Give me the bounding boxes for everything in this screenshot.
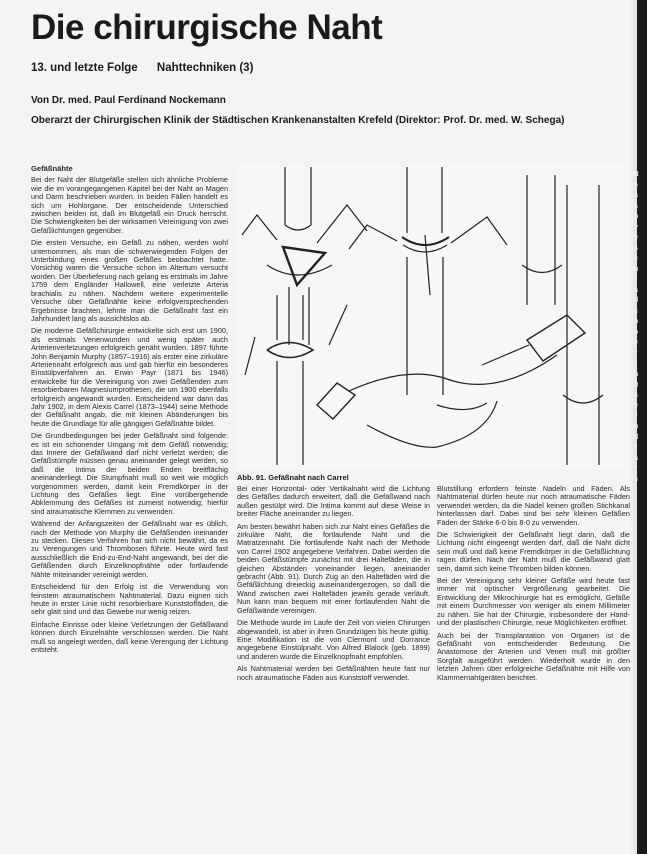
margin-letter: e bbox=[634, 181, 638, 189]
affiliation-line: Oberarzt der Chirurgischen Klinik der Städtischen Krankenanstalten Krefeld (Direktor: Prof. Dr. med. W. Schega) bbox=[31, 115, 565, 126]
section-heading: Gefäßnähte bbox=[31, 165, 73, 173]
margin-letter: h bbox=[633, 318, 639, 325]
paragraph: Die Schwierigkeit der Gefäßnaht liegt darin, daß die Lichtung nicht eingeengt werden darf, daß die Naht dicht sein muß und daß keine Fremdkörper in die Gefäßlichtung ragen dürfen. Nach der Naht muß die Gefäßwand glatt sein, damit sich keine Thromben bilden können. bbox=[437, 530, 630, 573]
margin-letter: e bbox=[634, 234, 638, 241]
margin-letter: d bbox=[633, 297, 639, 304]
margin-letter: s bbox=[634, 475, 638, 483]
illustration-drawing bbox=[237, 165, 630, 470]
margin-letter: c bbox=[634, 255, 638, 262]
margin-letter: u bbox=[633, 265, 639, 273]
paragraph: Bei der Vereinigung sehr kleiner Gefäße wird heute fast immer mit optischer Vergrößerung gearbeitet. Die Entwicklung der Mikrochirurgie hat es ermöglicht, Gefäße mit einem Durchmesser von weniger als einem Millimeter zu nähen. Sie hat der Chirurgie, insbesondere der Hand- und der plastischen Chirurgie, neue Möglichkeiten eröffnet. bbox=[437, 576, 630, 628]
paragraph: Die Methode wurde im Laufe der Zeit von vielen Chirurgen abgewandelt, ist aber in ihren Grundzügen bis heute gültig. Eine Modifikation ist die von Clermont und Dorrance angegebene Einstülpnaht. Von Alfred Blalock (geb. 1899) und anderen wurde die Einzelknopfnaht empfohlen. bbox=[237, 618, 430, 661]
margin-letter: r bbox=[634, 465, 638, 472]
series-topic: Nahttechniken (3) bbox=[156, 62, 254, 74]
paragraph: Die moderne Gefäßchirurgie entwickelte sich erst um 1900, als erstmals Venenwunden und wenig später auch Arterienverletzungen erfolgreich genäht wurden. 1897 führte John Benjamin Murphy (1857–1916) als erster eine zirkuläre Arteriennaht erfolgreich aus und gab hierfür ein besonderes Einstülpverfahren an. Erwin Payr (1871 bis 1946) entwickelte für die Vereinigung von zwei Gefäßenden zum resorbierbaren Magnesiumprothesen, die um 1900 ebenfalls erfolgreich angewandt wurden. Entscheidend war dann das Jahr 1902, in dem Alexis Carrel (1873–1944) seine Methode der Gefäßnaht angab, die mit kleinen Abänderungen bis heute die Grundlage für alle gängigen Gefäßnähte bildet. bbox=[31, 326, 228, 428]
margin-letter: v bbox=[634, 223, 638, 231]
margin-letter: s bbox=[634, 391, 638, 399]
margin-letter: s bbox=[634, 202, 638, 210]
paragraph: Auch bei der Transplantation von Organen ist die Gefäßnaht von entscheidender Bedeutung. Die Anastomose der Arterien und Venen muß mit größter Sorgfalt ausgeführt werden. Wiederholt wurde in den letzten Jahren über erfolgreiche Gefäßnähte mit Hilfe von Klammernahtgeräten berichtet. bbox=[437, 630, 630, 682]
series-line bbox=[31, 62, 253, 74]
left-text-column bbox=[31, 165, 228, 848]
margin-letter: n bbox=[633, 370, 639, 378]
margin-letter: s bbox=[634, 244, 638, 252]
margin-letter: o bbox=[633, 328, 639, 336]
margin-letter-strip bbox=[630, 170, 642, 485]
paragraph: Am besten bewährt haben sich zur Naht eines Gefäßes die zirkuläre Naht, die fortlaufende Naht und die Matratzennaht. Die fortlaufende Naht nach der Methode von Carrel 1902 angegebene Verfahren. Dabei werden die beiden Gefäßstümpfe zunächst mit drei Haltefäden, die in gleichen Abständen voneinander liegen, aneinander gebracht (Abb. 91). Durch Zug an den Haltefäden wird die Gefäßlichtung dreieckig auseinandergezogen, so daß die Wand zwischen zwei Haltefäden jeweils gerade verläuft. Nun kann man bequem mit einer fortlaufenden Naht die Gefäßwände vereinigen. bbox=[237, 521, 430, 615]
paragraph: Während der Anfangszeiten der Gefäßnaht war es üblich, nach der Methode von Murphy die Gefäßenden ineinander zu stecken. Dieses Verfahren hat sich nicht bewährt, da es zu Verengungen und Thrombosen führte. Heute wird fast ausschließlich die End-zu-End-Naht angewandt, bei der die Gefäßenden durch Einzelknopfnähte oder fortlaufende Nähte miteinander vereinigt werden. bbox=[31, 519, 228, 579]
middle-text-column bbox=[237, 485, 430, 848]
margin-letter: a bbox=[634, 454, 638, 462]
margin-letter: n bbox=[633, 423, 639, 430]
margin-letter: g bbox=[633, 381, 639, 388]
right-text-column bbox=[437, 485, 630, 848]
margin-letter: i bbox=[635, 360, 637, 367]
margin-letter: r bbox=[634, 349, 638, 357]
paragraph: Bei der Naht der Blutgefäße stellen sich ähnliche Probleme wie die im vorangegangenen Kapitel bei der Naht an Magen und Darm beschrieben wurden. In beiden Fällen handelt es sich um Hohlorgane. Der entscheidende Unterschied zwischen beiden ist, daß im Blutgefäß ein Druck herrscht. Die Schwierigkeiten bei der wirksamen Vereinigung von zwei Gefäßlichtungen gegenüber. bbox=[31, 175, 228, 235]
article-title: Die chirurgische Naht bbox=[31, 8, 383, 47]
margin-letter: e bbox=[634, 339, 638, 346]
paragraph: Blutstillung erfordern feinste Nadeln und Fäden. Als Nahtmaterial dürfen heute nur noch atraumatische Fäden verwendet werden, da die Nadel keinen großen Stichkanal hinterlassen darf. Dabei sind bei sehr kleinen Gefäßen Fäden der Stärke 6-0 bis 8-0 zu verwenden. bbox=[437, 485, 630, 527]
margin-letter: f bbox=[634, 412, 638, 420]
margin-letter: a bbox=[634, 286, 638, 294]
margin-letter: e bbox=[634, 402, 638, 409]
paragraph: Die ersten Versuche, ein Gefäß zu nähen, werden wohl unternommen, als man die schwerwiegenden Folgen der Unterbindung eines großen Gefäßes beobachtet hatte. Vorsichtig waren die Versuche schon im Altertum versucht worden. Der Überlieferung nach gelang es erstmals im Jahre 1759 dem Engländer Hallowell, eine verletzte Arteria brachialis zu nähen. Nachdem weitere experimentelle Versuche über Gefäßnähte keine erfolgversprechenden Ergebnisse brachten, lehnte man die Gefäßnaht fast ein Jahrhundert lang als aussichtslos ab. bbox=[31, 238, 228, 323]
figure-caption: Abb. 91. Gefäßnaht nach Carrel bbox=[237, 473, 349, 482]
vessel-suture-illustration bbox=[237, 165, 630, 470]
paragraph: Bei einer Horizontal- oder Vertikalnaht wird die Lichtung des Gefäßes dadurch erweitert, daß die Gefäßwand nach außen gestülpt wird. Die Intima kommt auf diese Weise in breiter Fläche aneinander zu liegen. bbox=[237, 485, 430, 519]
margin-letter: a bbox=[634, 192, 638, 199]
paragraph: Die Grundbedingungen bei jeder Gefäßnaht sind folgende: es ist ein schonender Umgang mit dem Gefäß notwendig; das Innere der Gefäßwand darf nicht verletzt werden; die Gefäßstümpfe müssen genau aneinander gelegt werden, so daß die Intima der beiden Enden breitflächig aneinanderliegt. Die Stumpfnaht muß so weit wie möglich vorgenommen werden, damit kein Fremdkörper in der Lichtung des Gefäßes liegt. Eine vorübergehende Abklemmung des Gefäßes ist zumeist notwendig; hierfür sind atraumatische Klemmen zu verwenden. bbox=[31, 431, 228, 516]
paragraph: Einfache Einrisse oder kleine Verletzungen der Gefäßwand können durch Einzelnähte verschlossen werden. Die Naht muß so angelegt werden, daß keine Verengung der Lichtung entsteht. bbox=[31, 619, 228, 654]
margin-letter: d bbox=[633, 433, 639, 441]
margin-letter: t bbox=[634, 276, 638, 283]
series-part: 13. und letzte Folge bbox=[31, 62, 138, 74]
paragraph: Als Nahtmaterial werden bei Gefäßnähten heute fast nur noch atraumatische Fäden aus Kunststoff verwendet. bbox=[237, 664, 430, 682]
margin-letter: N bbox=[633, 171, 639, 178]
margin-letter: c bbox=[634, 307, 638, 315]
margin-letter: r bbox=[634, 444, 638, 451]
author-line: Von Dr. med. Paul Ferdinand Nockemann bbox=[31, 95, 226, 106]
paragraph: Entscheidend für den Erfolg ist die Verwendung von feinstem atraumatischem Nahtmaterial. Dazu eignen sich heute in erster Linie nicht resorbierbare Kunststoffäden, die sehr glatt sind und das Gewebe nur wenig reizen. bbox=[31, 582, 228, 617]
margin-letter: n bbox=[633, 213, 639, 220]
